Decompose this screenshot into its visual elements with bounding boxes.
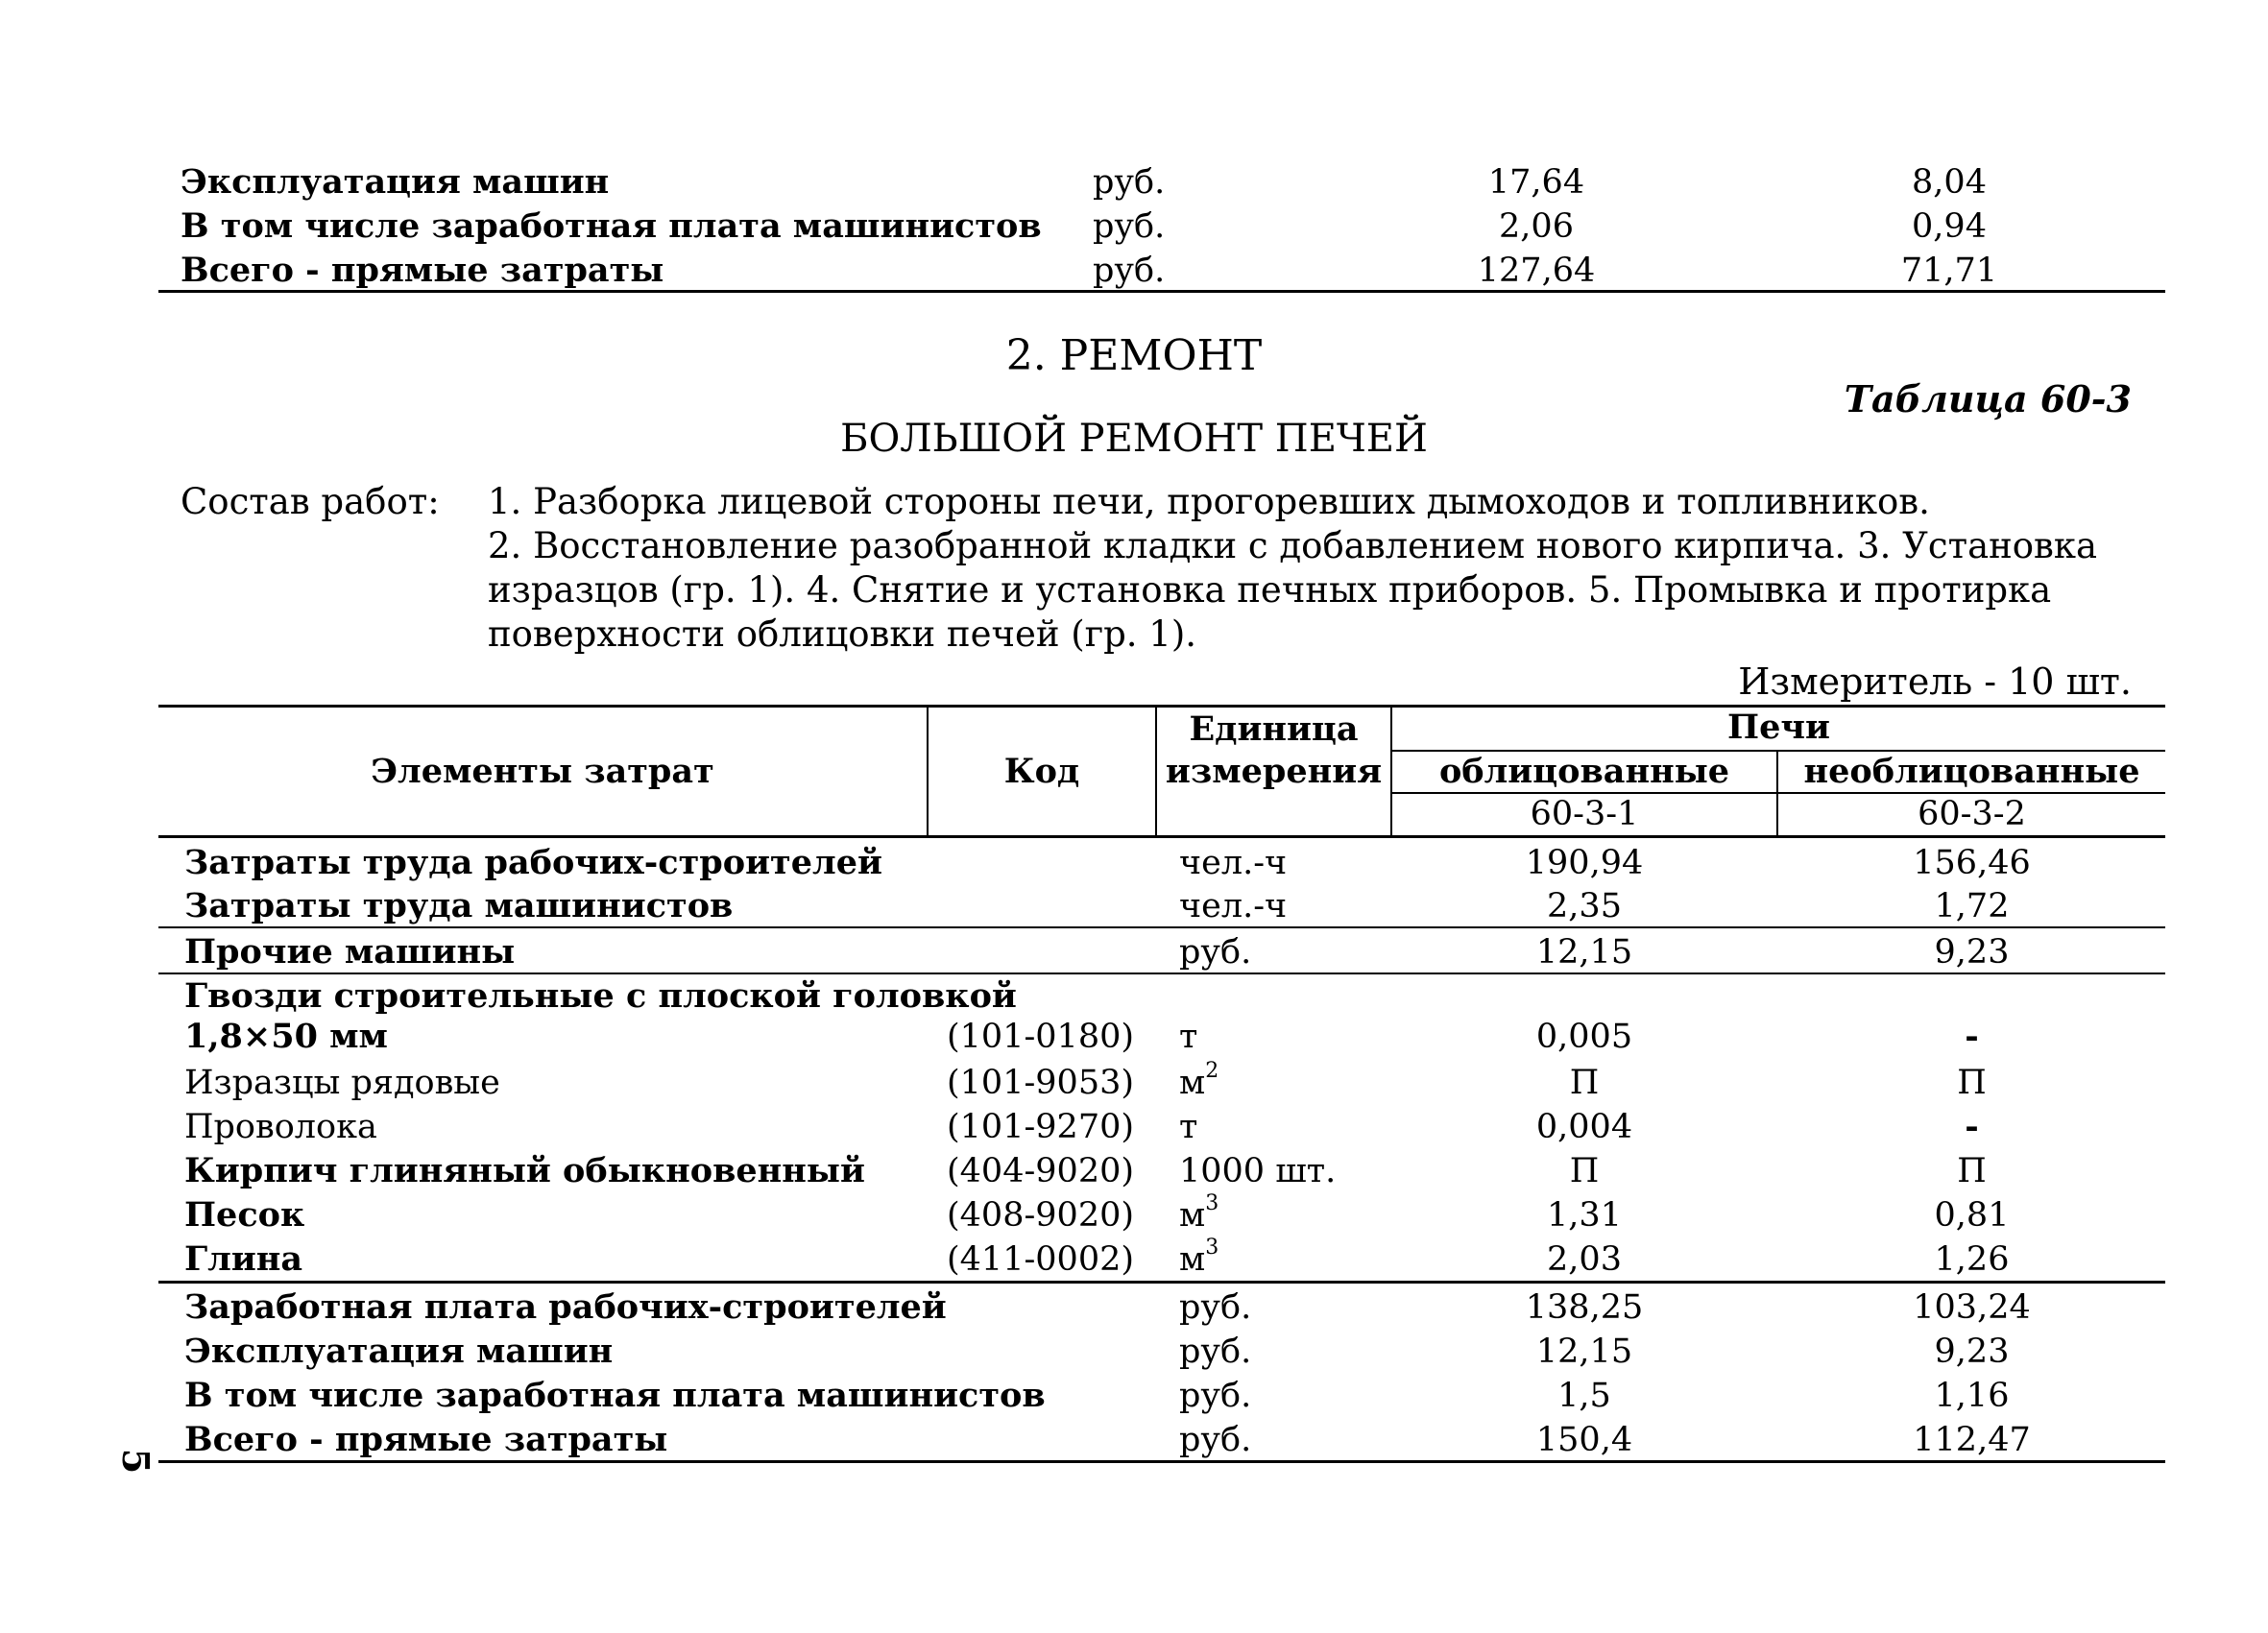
row-name: Всего - прямые затраты (184, 1420, 668, 1459)
row-unit: руб. (1179, 933, 1252, 972)
header-group: Печи (1727, 708, 1830, 747)
top-table-bottom-rule (158, 290, 2165, 293)
top-row-name: Эксплуатация машин (181, 162, 610, 202)
top-row-name: В том числе заработная плата машинистов (181, 206, 1042, 246)
top-row-unit: руб. (1093, 207, 1166, 246)
row-code: (404-9020) (947, 1152, 1135, 1190)
row-unit: т (1179, 1108, 1198, 1146)
top-row-v1: 127,64 (1477, 252, 1596, 290)
row-name: Затраты труда машинистов (184, 886, 734, 925)
row-unit (1179, 1059, 1219, 1104)
top-row-unit: руб. (1093, 252, 1166, 290)
row-name: Заработная плата рабочих-строителей (184, 1287, 947, 1327)
top-row-unit: руб. (1093, 163, 1166, 202)
row-name: Глина (184, 1239, 303, 1279)
work-line: поверхности облицовки печей (гр. 1). (488, 613, 1197, 655)
row-name: Изразцы рядовые (184, 1064, 500, 1102)
unit-text: м (1179, 1196, 1206, 1235)
header-unit-line2: измерения (1165, 752, 1383, 791)
row-v1: 1,5 (1557, 1377, 1611, 1415)
row-v2: 103,24 (1913, 1288, 2031, 1327)
row-v2: 1,26 (1934, 1240, 2010, 1279)
top-row-v1: 2,06 (1499, 207, 1574, 246)
header-bottom-rule (158, 835, 2165, 838)
work-label: Состав работ: (181, 481, 440, 522)
row-unit (1179, 1191, 1219, 1237)
unit-sup: 2 (1205, 1059, 1219, 1084)
row-code: (101-0180) (947, 1018, 1135, 1056)
row-v2: 9,23 (1934, 1333, 2010, 1371)
row-name: Эксплуатация машин (184, 1332, 614, 1371)
header-code: Код (1003, 752, 1080, 791)
unit-sup: 3 (1205, 1191, 1219, 1216)
row-unit (1179, 1238, 1218, 1281)
row-v2: 0,81 (1934, 1196, 2010, 1235)
header-col2-code: 60-3-2 (1918, 795, 2026, 833)
row-unit: чел.-ч (1179, 887, 1288, 925)
row-v2: 156,46 (1913, 844, 2031, 882)
row-v1: 2,03 (1547, 1240, 1622, 1279)
row-code: (101-9053) (947, 1064, 1135, 1102)
row-v2: 1,72 (1934, 887, 2010, 925)
row-name: Гвозди строительные с плоской головкой (184, 976, 1017, 1016)
row-v2: 9,23 (1934, 933, 2010, 972)
header-unit-line1: Единица (1189, 709, 1359, 749)
unit-text: м (1179, 1064, 1206, 1102)
unit-text: м (1179, 1240, 1206, 1279)
row-v1: 1,31 (1547, 1196, 1622, 1235)
top-row-v2: 71,71 (1900, 252, 1998, 290)
row-unit: 1000 шт. (1179, 1152, 1337, 1190)
row-name: Затраты труда рабочих-строителей (184, 843, 882, 882)
row-name: В том числе заработная плата машинистов (184, 1376, 1046, 1415)
header-col2: необлицованные (1803, 752, 2140, 791)
row-v1: 12,15 (1535, 933, 1633, 972)
row-v1: 0,004 (1535, 1108, 1633, 1146)
work-line: 1. Разборка лицевой стороны печи, прогоревших дымоходов и топливников. (488, 481, 1930, 522)
row-unit: руб. (1179, 1288, 1252, 1327)
top-row-v2: 0,94 (1912, 207, 1987, 246)
row-v2: - (1965, 1017, 1979, 1056)
section-heading: 2. РЕМОНТ (1005, 331, 1263, 380)
row-name: 1,8×50 мм (184, 1017, 388, 1056)
table-bottom-rule (158, 1460, 2165, 1463)
top-row-v2: 8,04 (1912, 163, 1987, 202)
row-name: Кирпич глиняный обыкновенный (184, 1151, 865, 1190)
row-v2: - (1965, 1107, 1979, 1146)
row-code: (101-9270) (947, 1108, 1135, 1146)
row-rule (158, 926, 2165, 928)
row-v1: П (1569, 1064, 1600, 1102)
unit-sup: 3 (1205, 1236, 1219, 1261)
section-subheading: БОЛЬШОЙ РЕМОНТ ПЕЧЕЙ (840, 417, 1428, 461)
header-col1: облицованные (1438, 752, 1730, 791)
top-row-name: Всего - прямые затраты (181, 251, 664, 290)
row-unit: т (1179, 1018, 1198, 1056)
work-line: 2. Восстановление разобранной кладки с добавлением нового кирпича. 3. Установка (488, 525, 2098, 566)
top-row-v1: 17,64 (1487, 163, 1585, 202)
row-v1: 190,94 (1525, 844, 1644, 882)
row-name: Песок (184, 1195, 305, 1235)
header-col1-code: 60-3-1 (1530, 795, 1639, 833)
table-label: Таблица 60-3 (1844, 377, 2132, 420)
row-v2: 1,16 (1934, 1377, 2010, 1415)
row-v2: П (1957, 1152, 1987, 1190)
work-line: изразцов (гр. 1). 4. Снятие и установка печных приборов. 5. Промывка и протирка (488, 569, 2052, 611)
row-v2: 112,47 (1913, 1421, 2031, 1459)
row-name: Проволока (184, 1108, 377, 1146)
row-code: (408-9020) (947, 1196, 1135, 1235)
row-rule (158, 973, 2165, 974)
row-v1: 2,35 (1547, 887, 1622, 925)
row-v1: 12,15 (1535, 1333, 1633, 1371)
row-code: (411-0002) (947, 1240, 1135, 1279)
row-v1: П (1569, 1152, 1600, 1190)
row-v2: П (1957, 1064, 1987, 1102)
row-unit: чел.-ч (1179, 844, 1288, 882)
row-unit: руб. (1179, 1333, 1252, 1371)
row-v1: 150,4 (1535, 1421, 1633, 1459)
page-number: 5 (114, 1448, 158, 1475)
meter: Измеритель - 10 шт. (1738, 660, 2132, 703)
row-rule (158, 1281, 2165, 1284)
row-unit: руб. (1179, 1377, 1252, 1415)
row-unit: руб. (1179, 1421, 1252, 1459)
header-elements: Элементы затрат (371, 752, 714, 791)
row-v1: 138,25 (1525, 1288, 1644, 1327)
row-v1: 0,005 (1535, 1018, 1633, 1056)
row-name: Прочие машины (184, 932, 516, 972)
